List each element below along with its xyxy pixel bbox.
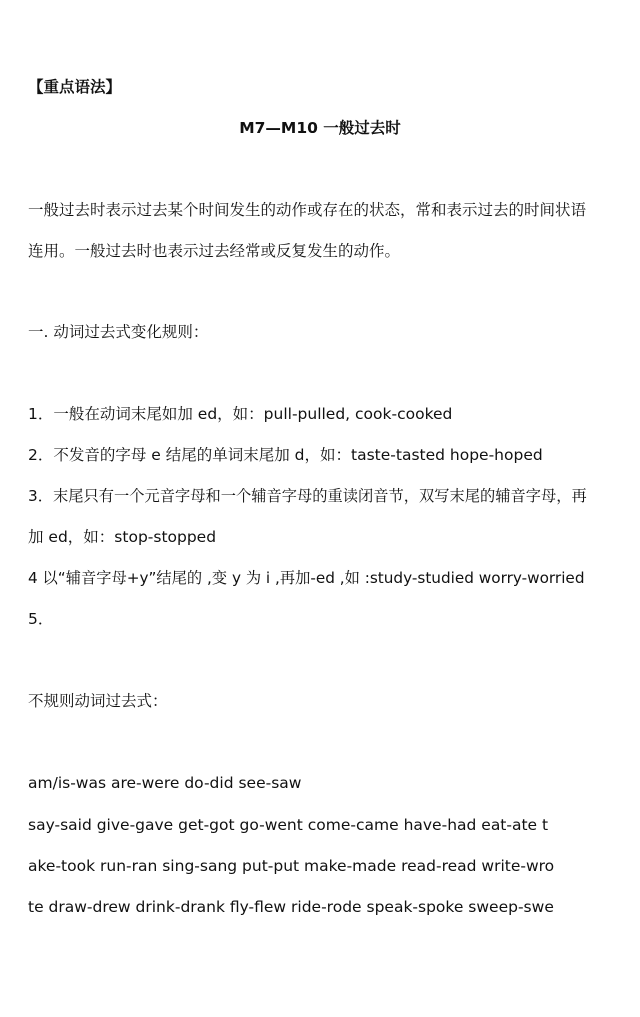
rules-heading: 一. 动词过去式变化规则： [28,323,209,341]
intro-line-2: 连用。一般过去时也表示过去经常或反复发生的动作。 [28,242,401,260]
rule-line-6: 5． [28,610,54,628]
irregular-line-3: ake-took run-ran sing-sang put-put make-made read-read write-wro [28,857,555,875]
rule-line-5: 4 以“辅音字母+y”结尾的 ,变 y 为 i ,再加-ed ,如 :study-studied worry-worried [28,569,585,587]
irregular-heading: 不规则动词过去式： [28,692,168,710]
intro-line-1: 一般过去时表示过去某个时间发生的动作或存在的状态，常和表示过去的时间状语 [28,201,587,219]
rule-line-3: 3．末尾只有一个元音字母和一个辅音字母的重读闭音节，双写末尾的辅音字母，再 [28,487,587,505]
irregular-line-2: say-said give-gave get-got go-went come-came have-had eat-ate t [28,816,549,834]
page-title: M7—M10 一般过去时 [239,119,401,137]
irregular-line-4: te draw-drew drink-drank fly-flew ride-rode speak-spoke sweep-swe [28,898,554,916]
section-label: 【重点语法】 [28,78,122,96]
irregular-line-1: am/is-was are-were do-did see-saw [28,774,302,792]
rule-line-4: 加 ed，如：stop-stopped [28,528,217,546]
rule-line-1: 1．一般在动词末尾如加 ed，如：pull-pulled, cook-cooked [28,405,453,423]
rule-line-2: 2．不发音的字母 e 结尾的单词末尾加 d，如：taste-tasted hope-hoped [28,446,543,464]
